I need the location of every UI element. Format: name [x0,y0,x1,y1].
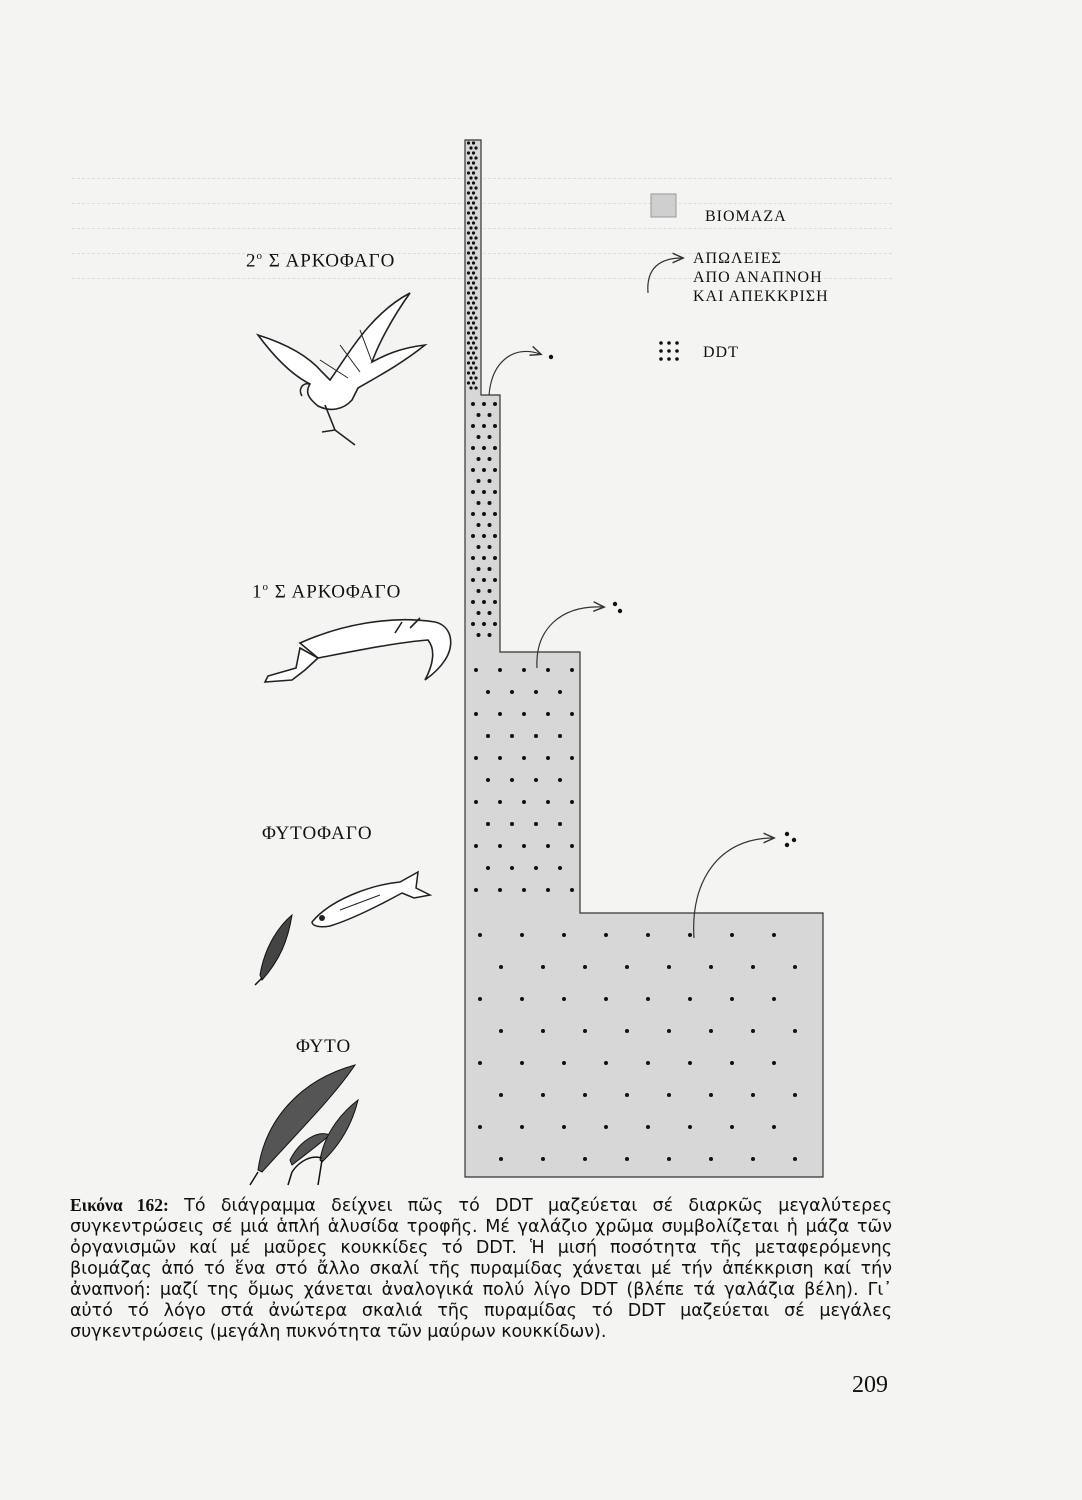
ddt-dot [534,778,538,782]
ddt-dot [474,256,477,259]
ddt-dot [472,201,475,204]
ddt-dot [472,341,475,344]
ddt-dot [534,690,538,694]
ddt-dot [474,276,477,279]
ddt-dot [474,196,477,199]
legend-losses-line: ΑΠΟ ΑΝΑΠΝΟΗ [693,269,823,286]
ddt-dot [604,933,608,937]
ddt-dot [488,589,492,593]
ddt-dot [730,1125,734,1129]
page-number: 209 [852,1372,888,1398]
ddt-dot [688,933,692,937]
ddt-dot [646,997,650,1001]
ddt-dot [467,201,470,204]
ddt-dot [472,371,475,374]
ddt-dot [625,1093,629,1097]
ddt-dot [546,712,550,716]
ddt-dot [471,490,475,494]
ddt-dot [499,1093,503,1097]
ddt-dot [488,567,492,571]
eagle-icon [258,293,425,445]
ddt-dot [469,196,472,199]
ddt-dot [467,291,470,294]
ddt-dot [499,1029,503,1033]
ddt-dot [467,261,470,264]
ddt-dot [469,186,472,189]
ddt-dot [477,589,481,593]
ddt-dot [469,206,472,209]
ddt-dot [467,181,470,184]
ddt-dot [488,545,492,549]
ddt-dot [604,1125,608,1129]
ddt-dot [478,997,482,1001]
ddt-dot [478,933,482,937]
ddt-dot [562,933,566,937]
ddt-dot [482,512,486,516]
ddt-dot [493,424,497,428]
ddt-dot [477,413,481,417]
level-ordinal: 1 [252,581,263,603]
ddt-dot [520,997,524,1001]
ddt-dot [493,556,497,560]
ddt-dot [482,578,486,582]
ddt-dot [562,997,566,1001]
ddt-dot [467,381,470,384]
ddt-dot [469,316,472,319]
ddt-dot [474,668,478,672]
ddt-dot [730,1061,734,1065]
ddt-dot [469,216,472,219]
ddt-dot [486,734,490,738]
legend-losses-label [693,249,829,306]
ddt-dot [469,246,472,249]
ddt-dot [467,361,470,364]
ddt-dot [772,933,776,937]
ddt-dot [474,266,477,269]
ddt-dot [482,424,486,428]
ddt-dot [488,611,492,615]
ddt-dot [467,151,470,154]
legend-ddt-label: DDT [703,344,739,361]
ddt-dot [469,286,472,289]
ddt-dot [709,965,713,969]
ddt-dot [472,271,475,274]
ddt-dot [469,336,472,339]
ddt-dot [646,933,650,937]
ddt-dot [467,321,470,324]
ddt-dot [730,933,734,937]
ddt-dot [472,311,475,314]
ddt-dot [474,888,478,892]
ddt-dot [474,366,477,369]
ddt-dot [467,331,470,334]
ddt-dot [541,1157,545,1161]
ddt-dot [498,844,502,848]
ddt-dot [510,734,514,738]
ddt-dot [472,301,475,304]
ddt-dot [477,633,481,637]
ddt-dot [522,888,526,892]
ddt-dot [520,933,524,937]
ddt-dot [469,226,472,229]
ddt-dot [471,534,475,538]
ddt-dot [498,668,502,672]
ddt-dot [772,997,776,1001]
level-label-text: Σ ΑΡΚΟΦΑΓΟ [268,250,396,272]
ddt-dot [793,1093,797,1097]
ddt-dot [482,622,486,626]
ddt-dot [570,844,574,848]
ddt-dot [488,501,492,505]
ddt-dot [469,326,472,329]
ddt-dot [478,1061,482,1065]
caption-label: Εικόνα 162: [70,1195,169,1215]
ddt-dot [474,226,477,229]
level-ordinal-suffix: ο [256,250,263,262]
legend-ddt-swatch [659,341,679,361]
ddt-dot [488,523,492,527]
ddt-dot [751,1093,755,1097]
ddt-dot [482,556,486,560]
ddt-dot [498,800,502,804]
ddt-dot [688,1061,692,1065]
ddt-dot [472,291,475,294]
ddt-dot [474,306,477,309]
ddt-dot [499,965,503,969]
ddt-dot [467,311,470,314]
ddt-dot [493,468,497,472]
ddt-dot [522,800,526,804]
ddt-dot [471,424,475,428]
ddt-dot [486,822,490,826]
ddt-dot [467,191,470,194]
ddt-dot [467,241,470,244]
ddt-dot [469,276,472,279]
ddt-dot [477,611,481,615]
ddt-dot [493,512,497,516]
ddt-dot [558,734,562,738]
ddt-dot [474,844,478,848]
ddt-dot [709,1029,713,1033]
ddt-dot [510,822,514,826]
ddt-dot [486,866,490,870]
ddt-dot [510,778,514,782]
ddt-dot [472,361,475,364]
ddt-dot [688,997,692,1001]
ddt-dot [469,146,472,149]
ddt-dot [751,1029,755,1033]
ddt-dot [583,965,587,969]
ddt-dot [583,1093,587,1097]
ddt-dot [467,281,470,284]
ddt-dot [471,622,475,626]
ddt-dot [486,778,490,782]
ddt-dot [534,822,538,826]
ddt-dot [467,351,470,354]
ddt-dot [467,211,470,214]
ddt-dot [471,512,475,516]
ddt-dot [469,296,472,299]
ddt-dot [546,844,550,848]
ddt-dot [546,668,550,672]
plankton-plant-icon [255,915,292,985]
grass-plant-icon [250,1065,358,1185]
ddt-dot [477,545,481,549]
level-label-primary-carnivore [252,581,401,603]
ddt-dot [709,1157,713,1161]
caption-text: Τό διάγραμμα δείχνει πῶς τό DDT μαζεύεται σέ διαρκῶς μεγαλύτερες συγκεντρώσεις σέ μιά ἁπλή ἁλυσίδα τροφῆς. Μέ γαλάζιο χρῶμα συμβολίζεται ἡ μάζα τῶν ὀργανισμῶν καί μέ μαῦρες κουκκίδες τό DDT. Ἡ μισή ποσότητα τῆς μεταφερόμενης βιομάζας ἀπό τό ἕνα στό ἄλλο σκαλί τῆς πυραμίδας χάνεται μέ τήν ἀπέκκριση καί τήν ἀναπνοή: μαζί της ὅμως χάνεται ἀναλογικά πολύ λίγο DDT (βλέπε τά γαλάζια βέλη). Γι᾽ αὐτό τό λόγο στά ἀνώτερα σκαλιά τῆς πυραμίδας τό DDT μαζεύεται σέ μεγάλες συγκεντρώσεις (μεγάλη πυκνότητα τῶν μαύρων κουκκίδων). [70,1196,892,1342]
ddt-dot [493,622,497,626]
ddt-dot [474,800,478,804]
ddt-dot [520,1061,524,1065]
ddt-dot [562,1125,566,1129]
ddt-dot [751,965,755,969]
ddt-dot [472,381,475,384]
ddt-dot [667,1157,671,1161]
ddt-dot [604,997,608,1001]
ddt-dot [493,402,497,406]
ddt-dot [772,1061,776,1065]
ddt-dot [558,778,562,782]
level-label-herbivore: ΦΥΤΟΦΑΓΟ [262,823,373,844]
ddt-dot [477,479,481,483]
ddt-dot [471,446,475,450]
ddt-dot [472,171,475,174]
level-ordinal: 2 [246,250,257,272]
ddt-dot [469,386,472,389]
ddt-dot [472,211,475,214]
ddt-dot [474,386,477,389]
level-label-secondary-carnivore [246,250,395,272]
ddt-dot [583,1029,587,1033]
ddt-dot [482,600,486,604]
ddt-dot [469,236,472,239]
ddt-dot [522,712,526,716]
ddt-dot [488,435,492,439]
pike-fish-icon [265,618,451,682]
ddt-dot [541,1093,545,1097]
level-label-text: Σ ΑΡΚΟΦΑΓΟ [274,581,402,603]
ddt-dot [482,402,486,406]
ddt-dot [474,286,477,289]
ddt-dot [477,457,481,461]
ddt-dot [488,479,492,483]
ddt-dot [474,146,477,149]
ddt-dot [522,668,526,672]
ddt-dot [498,756,502,760]
ddt-dot [534,866,538,870]
ddt-dot [488,633,492,637]
ddt-dot [474,206,477,209]
ddt-dot [474,216,477,219]
ddt-dot [474,156,477,159]
ddt-dot [472,331,475,334]
ddt-dot [646,1061,650,1065]
ddt-dot [467,371,470,374]
ddt-dot [570,712,574,716]
ddt-dot [646,1125,650,1129]
ddt-dot [472,281,475,284]
ddt-dot [510,690,514,694]
ddt-dot [469,266,472,269]
ddt-dot [474,336,477,339]
ddt-dot [472,241,475,244]
ddt-dot [562,1061,566,1065]
ddt-dot [467,141,470,144]
ddt-dot [472,251,475,254]
ddt-dot [541,965,545,969]
ddt-dot [625,965,629,969]
ddt-dot [471,402,475,406]
ddt-dot [474,296,477,299]
legend-biomass-swatch [651,194,676,217]
ddt-dot [474,756,478,760]
legend-losses-line: ΑΠΩΛΕΙΕΣ [693,250,782,267]
ddt-dot [472,321,475,324]
ddt-dot [474,166,477,169]
figure-caption [70,1195,892,1343]
ddt-dot [510,866,514,870]
ddt-dot [558,822,562,826]
ddt-dot [472,191,475,194]
ddt-dot [558,866,562,870]
ddt-dot [793,965,797,969]
ddt-dot [541,1029,545,1033]
ddt-dot [472,351,475,354]
ddt-dot [477,501,481,505]
ddt-dot [471,556,475,560]
ddt-dot [493,578,497,582]
small-fish-icon [312,872,430,927]
ddt-dot [472,261,475,264]
ddt-dot [474,712,478,716]
ddt-dot [472,161,475,164]
ddt-dot [467,221,470,224]
ddt-dot [469,156,472,159]
ddt-dot [474,326,477,329]
ddt-dot [522,844,526,848]
ddt-dot [467,171,470,174]
ddt-dot [472,141,475,144]
ddt-dot [730,997,734,1001]
ddt-dot [482,446,486,450]
ddt-dot [474,346,477,349]
level-ordinal-suffix: ο [262,581,269,593]
ddt-dot [469,176,472,179]
ddt-dot [478,1125,482,1129]
ddt-dot [688,1125,692,1129]
ddt-dot [477,567,481,571]
ddt-dot [570,668,574,672]
ddt-dot [467,251,470,254]
ddt-dot [471,468,475,472]
ddt-dot [469,256,472,259]
ddt-dot [469,376,472,379]
ddt-dot [493,600,497,604]
ddt-dot [474,376,477,379]
ddt-dot [488,413,492,417]
ddt-dot [709,1093,713,1097]
ddt-dot [667,965,671,969]
ddt-dot [498,888,502,892]
ddt-dot [493,446,497,450]
legend-losses-line: ΚΑΙ ΑΠΕΚΚΡΙΣΗ [693,288,829,305]
ddt-dot [486,690,490,694]
ddt-dot [534,734,538,738]
ddt-dot [472,151,475,154]
level-label-plant: ΦΥΤΟ [296,1036,352,1057]
ddt-dot [667,1029,671,1033]
ddt-dot [558,690,562,694]
ddt-dot [474,246,477,249]
ddt-dot [499,1157,503,1161]
lost-ddt-dots [549,355,796,847]
ddt-dot [498,712,502,716]
ddt-dot [467,231,470,234]
ddt-dot [570,800,574,804]
ddt-dot [488,457,492,461]
ddt-dot [522,756,526,760]
ddt-dot [772,1125,776,1129]
ddt-dot [472,221,475,224]
ddt-dot [793,1157,797,1161]
ddt-dot [604,1061,608,1065]
ddt-dot [474,236,477,239]
ddt-dot [469,166,472,169]
ddt-dot [467,301,470,304]
ddt-dot [625,1029,629,1033]
ddt-dot [471,578,475,582]
ddt-dot [493,490,497,494]
ddt-dot [472,231,475,234]
ddt-dot [546,888,550,892]
ddt-dot [493,534,497,538]
loss-arrow-top [489,351,540,395]
ddt-dot [570,888,574,892]
ddt-dot [482,534,486,538]
ddt-dot [469,306,472,309]
ddt-dot [474,176,477,179]
ddt-dot [474,186,477,189]
ddt-dot [469,356,472,359]
ddt-dot [477,435,481,439]
ddt-dot [625,1157,629,1161]
ddt-dot [474,356,477,359]
legend-losses-arrow [648,258,682,293]
ddt-dot [467,161,470,164]
ddt-dot [520,1125,524,1129]
ddt-dot [471,600,475,604]
ddt-dot [482,490,486,494]
ddt-dot [751,1157,755,1161]
ddt-dot [583,1157,587,1161]
ddt-dot [469,346,472,349]
ddt-dot [570,756,574,760]
ddt-dot [482,468,486,472]
ddt-dot [467,271,470,274]
ddt-dot [546,756,550,760]
ddt-dot [667,1093,671,1097]
legend-biomass-label: ΒΙΟΜΑΖΑ [705,208,787,225]
ddt-dot [546,800,550,804]
ddt-dot [469,366,472,369]
ddt-dot [474,316,477,319]
ddt-dot [472,181,475,184]
ddt-dot [793,1029,797,1033]
ddt-dot [477,523,481,527]
ddt-dot [467,341,470,344]
